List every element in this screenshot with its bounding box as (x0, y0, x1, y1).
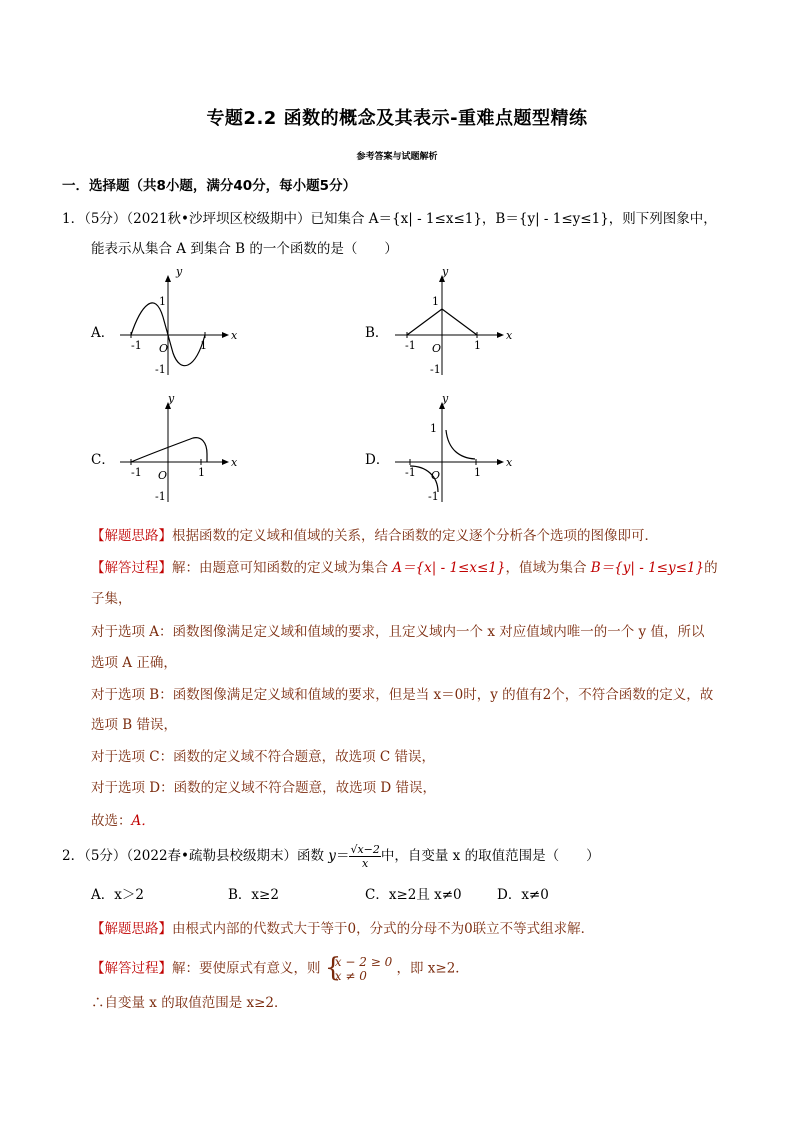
q1-graph-d (390, 392, 520, 507)
q2-stem (62, 843, 600, 870)
tick-label: 1 (474, 339, 481, 352)
sys-line: x − 2 ≥ 0 (334, 955, 393, 969)
q1-stem-line1: 1．（5分）（2021秋•沙坪坝区校级期中）已知集合 A＝{x| - 1≤x≤1}，B＝{y| - 1≤y≤1}，则下列图象中， (62, 211, 717, 227)
q2-thinking (91, 920, 594, 938)
process-tag: 【解答过程】 (91, 560, 172, 576)
x-axis-arrow (222, 332, 229, 338)
answer-value: A． (131, 813, 155, 829)
y-label: y (442, 392, 449, 405)
tick-label: -1 (430, 363, 441, 376)
thinking-text: 由根式内部的代数式大于等于0，分式的分母不为0联立不等式组求解． (172, 921, 595, 937)
sys-line: x ≠ 0 (334, 969, 367, 983)
y-label: y (168, 392, 175, 405)
page-title: 专题2.2 函数的概念及其表示-重难点题型精练 (206, 108, 588, 129)
x-label: x (231, 456, 238, 469)
x-axis-arrow (497, 332, 504, 338)
origin-label: O (158, 469, 168, 482)
x-label: x (506, 329, 513, 342)
x-label: x (231, 329, 238, 342)
q1-option-a-label: A． (91, 325, 115, 341)
section-heading: 一．选择题（共8小题，满分40分，每小题5分） (62, 178, 357, 194)
q1-option-a-analysis-line2: 选项 A 正确， (91, 655, 177, 671)
q2-func-eq: ＝ (335, 848, 350, 864)
tick-label: -1 (155, 490, 166, 503)
q2-stem-suffix: 中，自变量 x 的取值范围是（ ） (380, 848, 600, 864)
y-label: y (442, 265, 449, 278)
answer-label: 故选： (91, 813, 132, 829)
curve-right (446, 430, 475, 459)
q2-func-y: y (328, 848, 336, 864)
process-text: 解：要使原式有意义，则 (172, 960, 321, 977)
origin-label: O (432, 342, 442, 355)
q1-answer (91, 812, 155, 830)
tick-label: 1 (200, 339, 207, 352)
process-text: ，值域为集合 (505, 560, 587, 576)
y-axis-arrow (165, 275, 171, 282)
q1-option-b-analysis-line1: 对于选项 B：函数图像满足定义域和值域的要求，但是当 x＝0时，y 的值有2个，不符合函数的定义，故 (91, 687, 714, 703)
q1-process-line2: 子集， (91, 591, 132, 607)
thinking-text: 根据函数的定义域和值域的关系，结合函数的定义逐个分析各个选项的图像即可． (172, 528, 658, 544)
q1-option-c-label: C． (91, 452, 115, 468)
tick-label: 1 (159, 295, 166, 308)
q1-graph-c (115, 392, 245, 507)
set-b: B＝{y| - 1≤y≤1} (590, 560, 705, 576)
tick-label: 1 (430, 422, 437, 435)
q2-fraction (349, 843, 380, 870)
curve (131, 438, 207, 462)
set-a: A＝{x| - 1≤x≤1} (392, 560, 506, 576)
process-tag: 【解答过程】 (91, 960, 172, 977)
tick-label: -1 (131, 466, 142, 479)
q1-option-d-analysis: 对于选项 D：函数的定义域不符合题意，故选项 D 错误， (91, 780, 437, 796)
q1-option-d-label: D． (365, 452, 390, 468)
process-text: 的 (704, 560, 718, 576)
q2-option-d: D．x≠0 (497, 887, 549, 903)
q2-numerator: √x−2 (350, 843, 380, 856)
q2-option-a: A．x＞2 (91, 887, 144, 903)
origin-label: O (159, 342, 169, 355)
tick-label: -1 (405, 339, 416, 352)
q1-option-b-label: B． (365, 325, 389, 341)
q1-process-line1 (91, 559, 718, 577)
q2-inequality-system (325, 955, 392, 983)
thinking-tag: 【解题思路】 (91, 921, 172, 937)
x-label: x (506, 456, 513, 469)
q2-option-c: C．x≥2且 x≠0 (365, 887, 462, 903)
page-subtitle: 参考答案与试题解析 (356, 152, 438, 162)
tick-label: 1 (474, 466, 481, 479)
y-label: y (176, 265, 183, 278)
x-axis-arrow (222, 459, 229, 465)
q1-thinking (91, 527, 658, 545)
q1-option-b-analysis-line2: 选项 B 错误， (91, 717, 178, 733)
origin-label: O (431, 469, 441, 482)
tick-label: -1 (155, 363, 166, 376)
tick-label: -1 (405, 466, 416, 479)
q2-conclusion: ∴自变量 x 的取值范围是 x≥2． (91, 995, 288, 1011)
brace-glyph: { (324, 953, 342, 983)
q2-process (91, 955, 469, 983)
q2-denominator: x (362, 857, 369, 870)
q1-option-c-analysis: 对于选项 C：函数的定义域不符合题意，故选项 C 错误， (91, 749, 436, 765)
thinking-tag: 【解题思路】 (91, 528, 172, 544)
process-text: 解：由题意可知函数的定义域为集合 (172, 560, 388, 576)
q1-option-a-analysis-line1: 对于选项 A：函数图像满足定义域和值域的要求，且定义域内一个 x 对应值域内唯一的一个 y 值，所以 (91, 624, 705, 640)
q1-graph-b (390, 265, 520, 380)
tick-label: 1 (198, 466, 205, 479)
tick-label: -1 (131, 339, 142, 352)
tick-label: -1 (428, 490, 439, 503)
process-text: ，即 x≥2． (396, 960, 469, 977)
q1-stem-line2: 能表示从集合 A 到集合 B 的一个函数的是（ ） (91, 241, 398, 257)
q2-stem-prefix: 2．（5分）（2022春•疏勒县校级期末）函数 (62, 848, 324, 864)
q1-graph-a (115, 265, 245, 380)
x-axis-arrow (497, 459, 504, 465)
tick-label: 1 (432, 295, 439, 308)
q2-option-b: B．x≥2 (228, 887, 279, 903)
